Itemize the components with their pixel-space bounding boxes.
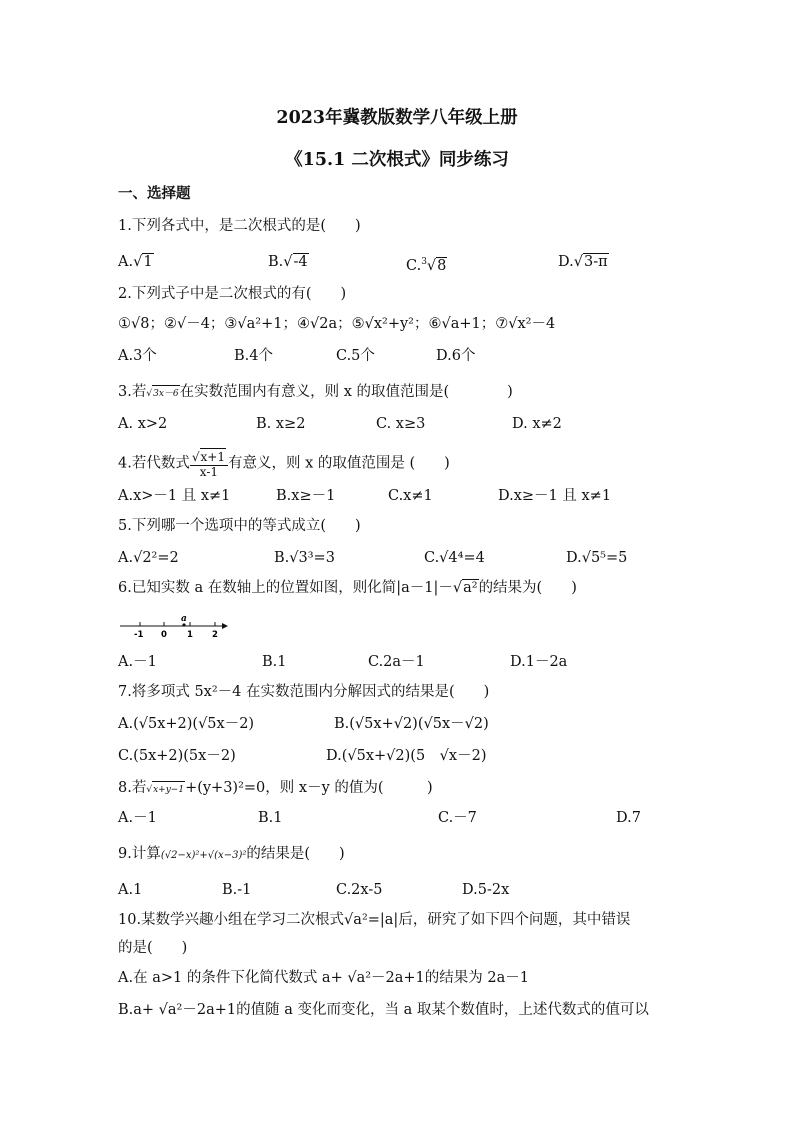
question-7-option-a: A.(√5x+2)(√5x－2) xyxy=(118,716,255,732)
question-3-option-a: A. x>2 xyxy=(118,416,168,432)
question-4-option-b: B.x≥－1 xyxy=(276,488,336,504)
question-6-option-d: D.1－2a xyxy=(510,654,568,670)
question-1-option-a: A.√1 xyxy=(118,254,153,270)
question-1-option-b: B.√-4 xyxy=(268,254,308,270)
question-7-option-c: C.(5x+2)(5x－2) xyxy=(118,748,236,764)
question-9-option-b: B.-1 xyxy=(222,882,252,898)
question-5-stem: 5.下列哪一个选项中的等式成立( ) xyxy=(118,518,361,534)
question-2-option-b: B.4个 xyxy=(234,348,273,364)
number-line-figure xyxy=(118,612,230,640)
worksheet-subtitle: 《15.1 二次根式》同步练习 xyxy=(285,150,509,170)
question-3-option-d: D. x≠2 xyxy=(512,416,562,432)
question-10-option-a: A.在 a>1 的条件下化简代数式 a+ √a²－2a+1的结果为 2a－1 xyxy=(118,970,529,986)
question-9-stem: 9.计算(√2−x)²+√(x−3)²的结果是( ) xyxy=(118,846,345,862)
question-2-items: ①√8；②√－4；③√a²+1；④√2a；⑤√x²+y²；⑥√a+1；⑦√x²－4 xyxy=(118,316,556,332)
question-10-stem-line-2: 的是( ) xyxy=(118,940,188,956)
question-3-option-c: C. x≥3 xyxy=(376,416,426,432)
question-7-option-b: B.(√5x+√2)(√5x－√2) xyxy=(334,716,489,732)
number-line-tick-label: 0 xyxy=(161,630,167,640)
question-8-option-d: D.7 xyxy=(616,810,641,826)
question-8-stem: 8.若√x+y−1+(y+3)²=0，则 x－y 的值为( ) xyxy=(118,780,433,796)
question-4-option-d: D.x≥－1 且 x≠1 xyxy=(498,488,612,504)
question-8-option-b: B.1 xyxy=(258,810,283,826)
number-line-point-label: a xyxy=(181,614,187,624)
question-6-option-b: B.1 xyxy=(262,654,287,670)
question-7-option-d: D.(√5x+√2)(5 √x－2) xyxy=(326,748,487,764)
question-5-option-b: B.√3³=3 xyxy=(274,550,335,566)
question-5-option-c: C.√4⁴=4 xyxy=(424,550,485,566)
question-7-stem: 7.将多项式 5x²－4 在实数范围内分解因式的结果是( ) xyxy=(118,684,490,700)
question-4-option-c: C.x≠1 xyxy=(388,488,433,504)
number-line-tick-label: -1 xyxy=(134,630,144,640)
question-9-option-d: D.5-2x xyxy=(462,882,510,898)
question-6-option-a: A.－1 xyxy=(118,654,157,670)
question-1-option-d: D.√3-π xyxy=(558,254,608,270)
worksheet-title: 2023年冀教版数学八年级上册 xyxy=(276,108,518,128)
question-2-option-a: A.3个 xyxy=(118,348,157,364)
number-line-tick-label: 2 xyxy=(212,630,218,640)
question-10-option-b: B.a+ √a²－2a+1的值随 a 变化而变化，当 a 取某个数值时，上述代数式的值可以 xyxy=(118,1002,649,1018)
number-line-tick-label: 1 xyxy=(187,630,193,640)
number-line-arrow xyxy=(222,623,228,629)
question-6-option-c: C.2a－1 xyxy=(368,654,425,670)
question-2-stem: 2.下列式子中是二次根式的有( ) xyxy=(118,286,347,302)
question-8-option-a: A.－1 xyxy=(118,810,157,826)
question-9-option-c: C.2x-5 xyxy=(336,882,383,898)
question-8-option-c: C.－7 xyxy=(438,810,477,826)
question-10-stem-line-1: 10.某数学兴趣小组在学习二次根式√a²=|a|后，研究了如下四个问题，其中错误 xyxy=(118,912,631,928)
question-6-stem: 6.已知实数 a 在数轴上的位置如图，则化简|a－1|－√a²的结果为( ) xyxy=(118,580,577,596)
question-9-option-a: A.1 xyxy=(118,882,143,898)
question-5-option-a: A.√2²=2 xyxy=(118,550,179,566)
question-1-stem: 1.下列各式中，是二次根式的是( ) xyxy=(118,218,361,234)
question-4-stem: 4.若代数式 $\frac{√x+1}{x-1}$ 有意义，则 x 的取值范围是 ( ) xyxy=(118,450,450,479)
question-3-stem: 3.若√3x－6在实数范围内有意义，则 x 的取值范围是( ) xyxy=(118,384,513,400)
question-5-option-d: D.√5⁵=5 xyxy=(566,550,628,566)
question-2-option-c: C.5个 xyxy=(336,348,375,364)
question-3-option-b: B. x≥2 xyxy=(256,416,306,432)
question-2-option-d: D.6个 xyxy=(436,348,476,364)
question-4-option-a: A.x>－1 且 x≠1 xyxy=(118,488,231,504)
section-heading: 一、选择题 xyxy=(118,185,191,202)
question-1-option-c: C.$^3$√8 xyxy=(406,257,447,274)
